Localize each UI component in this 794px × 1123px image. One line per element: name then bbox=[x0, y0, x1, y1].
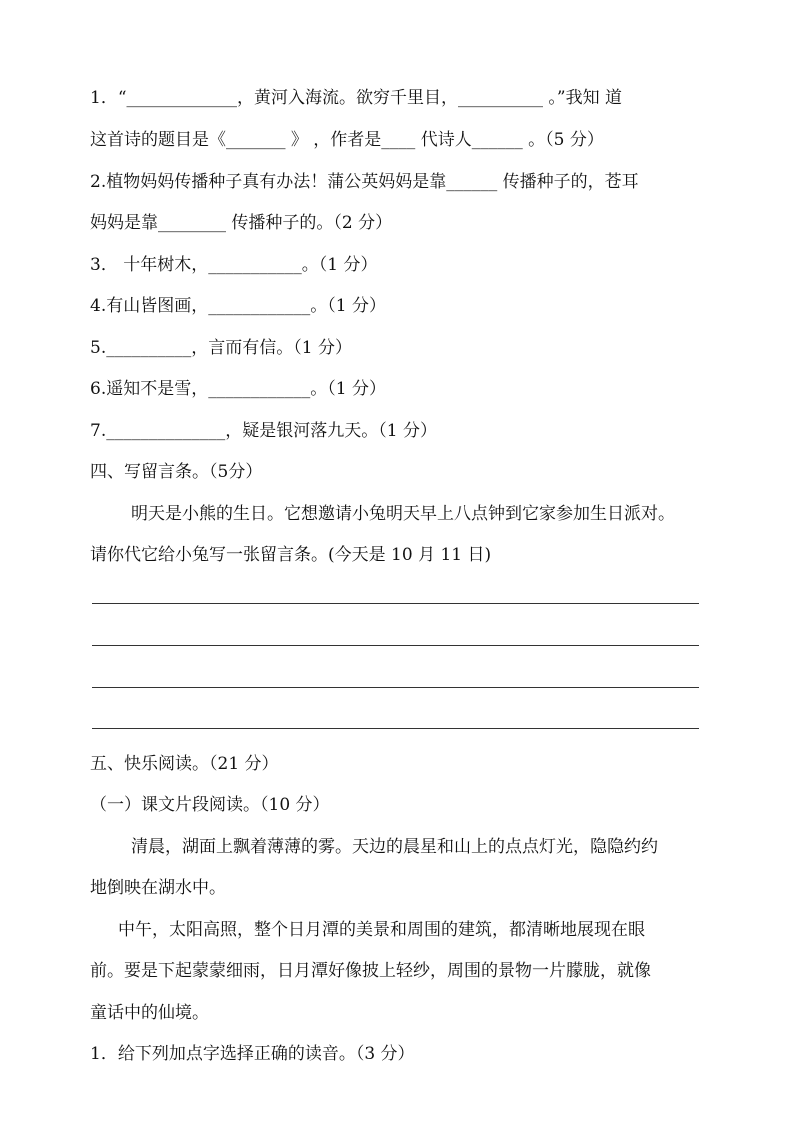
section-4-prompt-line-1: 明天是小熊的生日。它想邀请小兔明天早上八点钟到它家参加生日派对。 bbox=[131, 504, 675, 524]
item-1-line-1: 1．“_____________，黄河入海流。欲穷千里目，__________ 。”我知 道 bbox=[90, 88, 623, 108]
item-3: 3． 十年树木，___________。（1 分） bbox=[90, 255, 378, 275]
item-7: 7.______________，疑是银河落九天。（1 分） bbox=[90, 421, 437, 441]
writing-line bbox=[92, 645, 699, 646]
reading-para-2-line-3: 童话中的仙境。 bbox=[90, 1003, 209, 1023]
section-4-prompt-line-2: 请你代它给小兔写一张留言条。(今天是 10 月 11 日) bbox=[90, 545, 492, 565]
reading-para-1-line-2: 地倒映在湖水中。 bbox=[90, 878, 226, 898]
item-2-line-1: 2.植物妈妈传播种子真有办法！蒲公英妈妈是靠______ 传播种子的，苍耳 bbox=[90, 172, 639, 192]
item-4: 4.有山皆图画，____________。（1 分） bbox=[90, 296, 386, 316]
item-1-line-2: 这首诗的题目是《_______ 》 ，作者是____ 代诗人______ 。（5 分） bbox=[90, 130, 604, 150]
reading-para-2-line-2: 前。要是下起蒙蒙细雨，日月潭好像披上轻纱，周围的景物一片朦胧，就像 bbox=[90, 961, 651, 981]
item-6: 6.遥知不是雪，____________。（1 分） bbox=[90, 379, 386, 399]
writing-line bbox=[92, 687, 699, 688]
reading-para-2-line-1: 中午，太阳高照，整个日月潭的美景和周围的建筑，都清晰地展现在眼 bbox=[118, 920, 645, 940]
section-5-sub-heading: （一）课文片段阅读。（10 分） bbox=[90, 795, 330, 815]
section-4-heading: 四、写留言条。（5分） bbox=[90, 462, 263, 482]
item-5: 5.__________，言而有信。（1 分） bbox=[90, 338, 352, 358]
item-2-line-2: 妈妈是靠________ 传播种子的。（2 分） bbox=[90, 213, 393, 233]
section-5-heading: 五、快乐阅读。（21 分） bbox=[90, 754, 279, 774]
reading-para-1-line-1: 清晨，湖面上飘着薄薄的雾。天边的晨星和山上的点点灯光，隐隐约约 bbox=[131, 837, 658, 857]
writing-line bbox=[92, 728, 699, 729]
reading-question-1: 1．给下列加点字选择正确的读音。（3 分） bbox=[90, 1044, 415, 1064]
writing-line bbox=[92, 603, 699, 604]
